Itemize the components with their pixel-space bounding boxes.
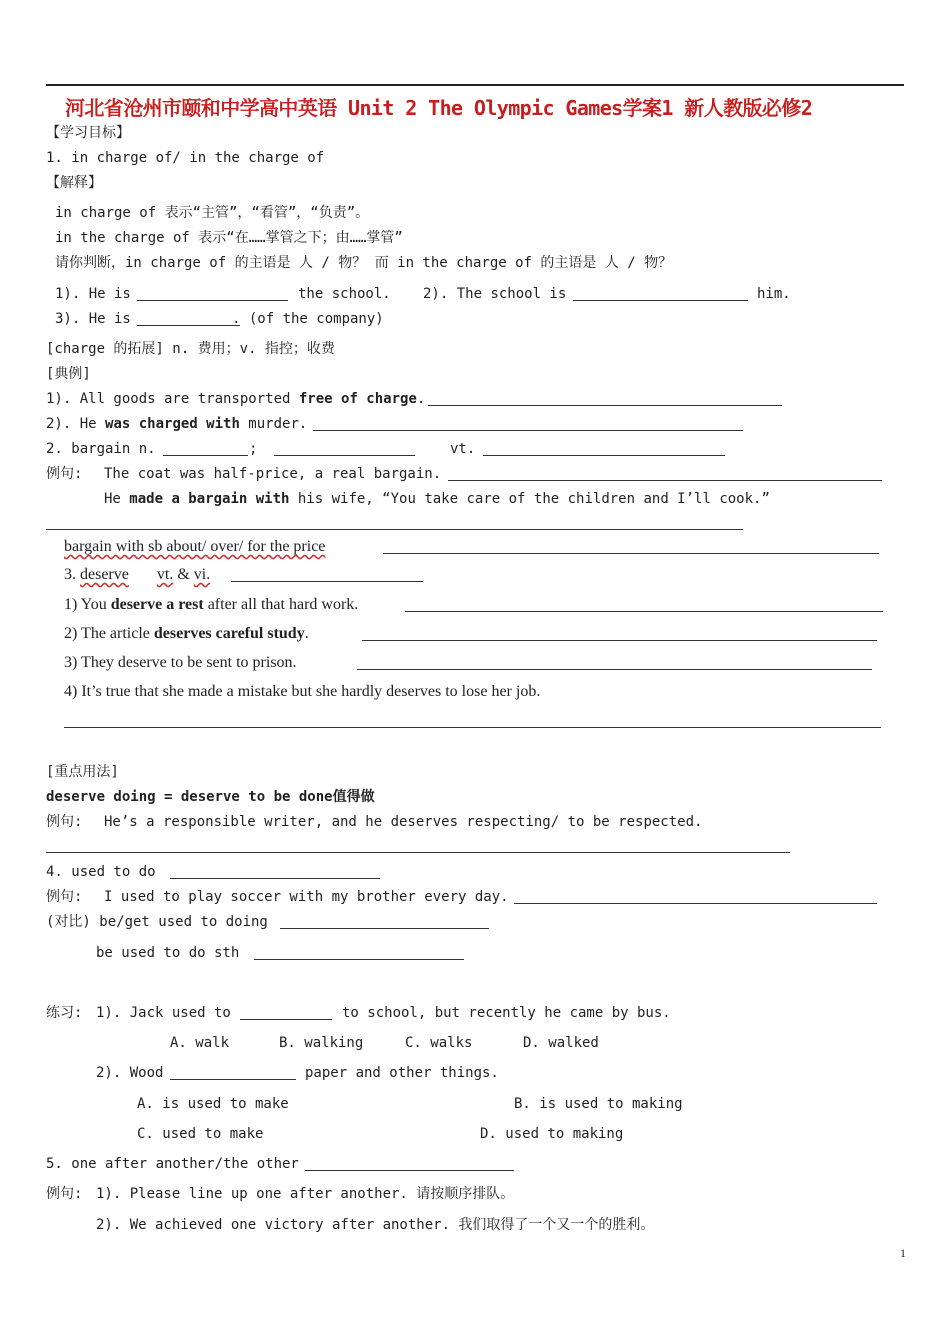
compare-line-1: (对比) be/get used to doing bbox=[46, 914, 268, 930]
practice-1-option-d[interactable]: D. walked bbox=[523, 1035, 599, 1051]
item-5: 5. one after another/the other bbox=[46, 1156, 299, 1172]
deserve-example-4-blank[interactable] bbox=[64, 727, 881, 728]
bargain-example-2-blank[interactable] bbox=[46, 529, 743, 530]
page-number: 1 bbox=[900, 1246, 906, 1260]
practice-1-prefix: 1). Jack used to bbox=[96, 1005, 231, 1021]
deserve-example-1: 1) You deserve a rest after all that hard work. bbox=[64, 596, 359, 613]
used-to-example-blank[interactable] bbox=[514, 903, 877, 904]
section-explain: 【解释】 bbox=[46, 175, 102, 191]
item-2-vt: vt. bbox=[450, 441, 476, 457]
ex1b-suffix: him. bbox=[757, 286, 791, 302]
item-4-blank[interactable] bbox=[170, 878, 380, 879]
bargain-phrase: bargain with sb about/ over/ for the price bbox=[64, 538, 326, 555]
practice-1-option-a[interactable]: A. walk bbox=[170, 1035, 230, 1051]
item-4: 4. used to do bbox=[46, 864, 156, 880]
used-to-example: I used to play soccer with my brother every day. bbox=[104, 889, 509, 905]
deserve-usage-example-blank[interactable] bbox=[46, 852, 790, 853]
practice-1-suffix: to school, but recently he came by bus. bbox=[342, 1005, 671, 1021]
typical-example-2-blank[interactable] bbox=[313, 430, 743, 431]
bargain-example-1-blank[interactable] bbox=[448, 480, 882, 481]
compare-line-2-blank[interactable] bbox=[254, 959, 464, 960]
deserve-example-4: 4) It’s true that she made a mistake but she hardly deserves to lose her job. bbox=[64, 683, 541, 700]
ex1a-suffix: the school. bbox=[298, 286, 391, 302]
ex1a-blank[interactable] bbox=[137, 300, 288, 301]
practice-2-option-d[interactable]: D. used to making bbox=[480, 1126, 624, 1142]
typical-example-2: 2). He was charged with murder. bbox=[46, 416, 308, 432]
page-title: 河北省沧州市颐和中学高中英语 Unit 2 The Olympic Games学案1 新人教版必修2 bbox=[65, 96, 813, 120]
item-3: 3. deserve vt. & vi. bbox=[64, 566, 211, 583]
compare-line-1-blank[interactable] bbox=[280, 928, 489, 929]
compare-line-2: be used to do sth bbox=[96, 945, 240, 961]
ex1c-prefix: 3). He is bbox=[55, 311, 131, 327]
item-5-blank[interactable] bbox=[305, 1170, 514, 1171]
item-2: 2. bargain n. bbox=[46, 441, 156, 457]
practice-2-suffix: paper and other things. bbox=[305, 1065, 499, 1081]
practice-1-option-c[interactable]: C. walks bbox=[405, 1035, 473, 1051]
practice-2-prefix: 2). Wood bbox=[96, 1065, 164, 1081]
charge-extension: [charge 的拓展] n. 费用；v. 指控；收费 bbox=[46, 341, 335, 357]
explain-line-1: in charge of 表示“主管”，“看管”，“负责”。 bbox=[55, 205, 370, 221]
ex1c-suffix: . (of the company) bbox=[232, 311, 384, 327]
deserve-example-2-blank[interactable] bbox=[362, 640, 877, 641]
ex1a-prefix: 1). He is bbox=[55, 286, 131, 302]
bargain-noun-blank-2[interactable] bbox=[274, 455, 415, 456]
typical-example-1-blank[interactable] bbox=[428, 405, 782, 406]
example-label-2: 例句: bbox=[46, 814, 83, 830]
deserve-usage-example: He’s a responsible writer, and he deserves respecting/ to be respected. bbox=[104, 814, 703, 830]
bargain-example-2: He made a bargain with his wife, “You take care of the children and I’ll cook.” bbox=[104, 491, 770, 507]
example-label-4: 例句: bbox=[46, 1186, 83, 1202]
ex1c-blank[interactable] bbox=[137, 325, 240, 326]
deserve-example-1-blank[interactable] bbox=[405, 611, 883, 612]
example-label-3: 例句: bbox=[46, 889, 83, 905]
practice-label: 练习: bbox=[46, 1005, 83, 1021]
bargain-noun-blank-1[interactable] bbox=[163, 455, 248, 456]
bargain-example-1: The coat was half-price, a real bargain. bbox=[104, 466, 442, 482]
one-after-another-example-1: 1). Please line up one after another. 请按顺序排队。 bbox=[96, 1186, 515, 1202]
deserve-example-3: 3) They deserve to be sent to prison. bbox=[64, 654, 297, 671]
bargain-phrase-blank[interactable] bbox=[383, 553, 879, 554]
practice-2-blank[interactable] bbox=[170, 1079, 296, 1080]
practice-1-option-b[interactable]: B. walking bbox=[279, 1035, 364, 1051]
typical-examples-heading: [典例] bbox=[46, 366, 91, 382]
practice-2-option-b[interactable]: B. is used to making bbox=[514, 1096, 683, 1112]
example-label-1: 例句: bbox=[46, 466, 83, 482]
header-rule bbox=[46, 84, 904, 86]
deserve-example-2: 2) The article deserves careful study. bbox=[64, 625, 309, 642]
practice-2-option-a[interactable]: A. is used to make bbox=[137, 1096, 289, 1112]
bargain-verb-blank[interactable] bbox=[483, 455, 725, 456]
key-usage-heading: [重点用法] bbox=[46, 764, 119, 780]
key-usage-rule: deserve doing = deserve to be done值得做 bbox=[46, 789, 375, 805]
ex1b-prefix: 2). The school is bbox=[423, 286, 567, 302]
ex1b-blank[interactable] bbox=[573, 300, 748, 301]
practice-2-option-c[interactable]: C. used to make bbox=[137, 1126, 264, 1142]
item-2-separator: ; bbox=[249, 441, 258, 457]
item-1: 1. in charge of/ in the charge of bbox=[46, 150, 325, 166]
deserve-example-3-blank[interactable] bbox=[357, 669, 872, 670]
section-goals: 【学习目标】 bbox=[46, 125, 130, 141]
explain-line-3: 请你判断，in charge of 的主语是 人 / 物？ 而 in the charge of 的主语是 人 / 物？ bbox=[55, 255, 673, 271]
deserve-blank[interactable] bbox=[231, 581, 423, 582]
typical-example-1: 1). All goods are transported free of charge. bbox=[46, 391, 426, 407]
explain-line-2: in the charge of 表示“在……掌管之下；由……掌管” bbox=[55, 230, 403, 246]
one-after-another-example-2: 2). We achieved one victory after another. 我们取得了一个又一个的胜利。 bbox=[96, 1217, 655, 1233]
practice-1-blank[interactable] bbox=[240, 1019, 332, 1020]
